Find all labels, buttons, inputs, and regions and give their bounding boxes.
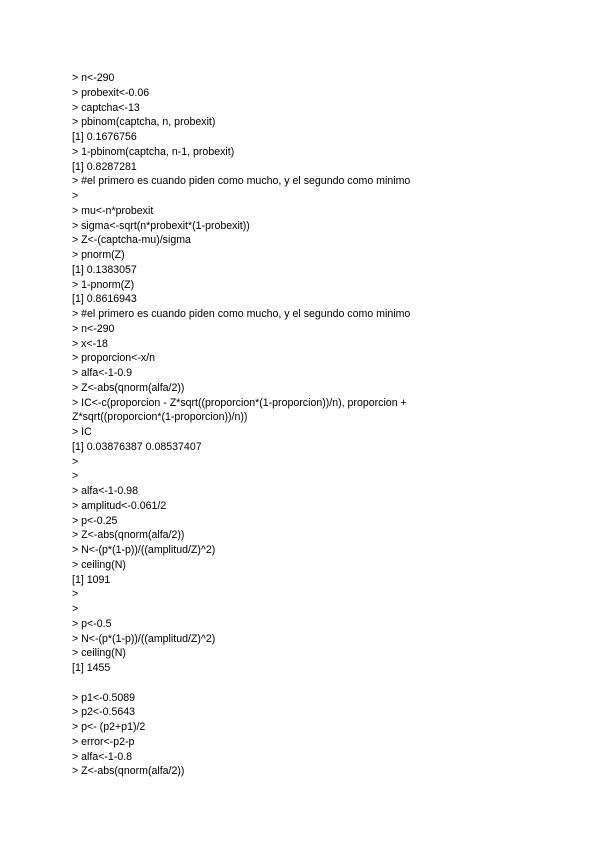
console-line: >	[72, 603, 79, 615]
console-line: > captcha<-13	[72, 101, 140, 114]
console-line: [1] 1455	[72, 662, 111, 674]
console-line: > #el primero es cuando piden como mucho, y el segundo como minimo	[72, 308, 411, 320]
console-line: >	[72, 470, 79, 483]
console-line: > amplitud<-0.061/2	[72, 499, 167, 512]
console-line: > #el primero es cuando piden como mucho, y el segundo como minimo	[72, 175, 411, 188]
console-line: > n<-290	[72, 322, 115, 335]
console-line: > sigma<-sqrt(n*probexit*(1-probexit))	[72, 219, 250, 232]
console-line: >	[72, 190, 79, 202]
console-line: > error<-p2-p	[72, 735, 135, 748]
console-line: > IC<-c(proporcion - Z*sqrt((proporcion*(1-proporcion))/n), proporcion +	[72, 396, 407, 409]
console-line: [1] 0.1383057	[72, 263, 137, 276]
console-line: > p<-0.25	[72, 514, 118, 527]
console-line: > p<-0.5	[72, 617, 112, 630]
console-line: > pnorm(Z)	[72, 249, 125, 261]
console-line: > IC	[72, 426, 92, 438]
console-line: > mu<-n*probexit	[72, 204, 154, 217]
console-line: > ceiling(N)	[72, 647, 126, 660]
console-line: > p<- (p2+p1)/2	[72, 721, 146, 733]
console-line: > Z<-(captcha-mu)/sigma	[72, 234, 191, 247]
console-line: > 1-pnorm(Z)	[72, 278, 135, 291]
console-line: [1] 0.1676756	[72, 131, 137, 143]
r-console-transcript	[72, 71, 540, 779]
console-line	[72, 676, 540, 691]
console-line: > pbinom(captcha, n, probexit)	[72, 116, 216, 129]
console-line: > proporcion<-x/n	[72, 352, 156, 365]
console-line: [1] 0.03876387 0.08537407	[72, 440, 202, 453]
console-line: > n<-290	[72, 72, 115, 84]
console-line: > alfa<-1-0.8	[72, 750, 133, 763]
console-line: > N<-(p*(1-p))/((amplitud/Z)^2)	[72, 544, 216, 556]
console-line: >	[72, 455, 79, 468]
console-line: > Z<-abs(qnorm(alfa/2))	[72, 765, 185, 778]
console-line: > ceiling(N)	[72, 558, 126, 571]
console-line: Z*sqrt((proporcion*(1-proporcion))/n))	[72, 411, 248, 424]
console-line: > 1-pbinom(captcha, n-1, probexit)	[72, 145, 235, 158]
console-line: [1] 0.8287281	[72, 160, 137, 173]
console-line: > alfa<-1-0.98	[72, 485, 138, 497]
console-line: > Z<-abs(qnorm(alfa/2))	[72, 381, 185, 394]
console-line: > probexit<-0.06	[72, 86, 150, 99]
console-line: > p2<-0.5643	[72, 706, 136, 719]
console-line: [1] 0.8616943	[72, 293, 137, 306]
console-line: >	[72, 588, 79, 601]
console-line: [1] 1091	[72, 573, 111, 586]
console-line: > Z<-abs(qnorm(alfa/2))	[72, 529, 185, 542]
console-line: > alfa<-1-0.9	[72, 367, 133, 379]
console-line: > p1<-0.5089	[72, 691, 136, 704]
console-line: > N<-(p*(1-p))/((amplitud/Z)^2)	[72, 632, 216, 645]
console-line: > x<-18	[72, 337, 108, 350]
